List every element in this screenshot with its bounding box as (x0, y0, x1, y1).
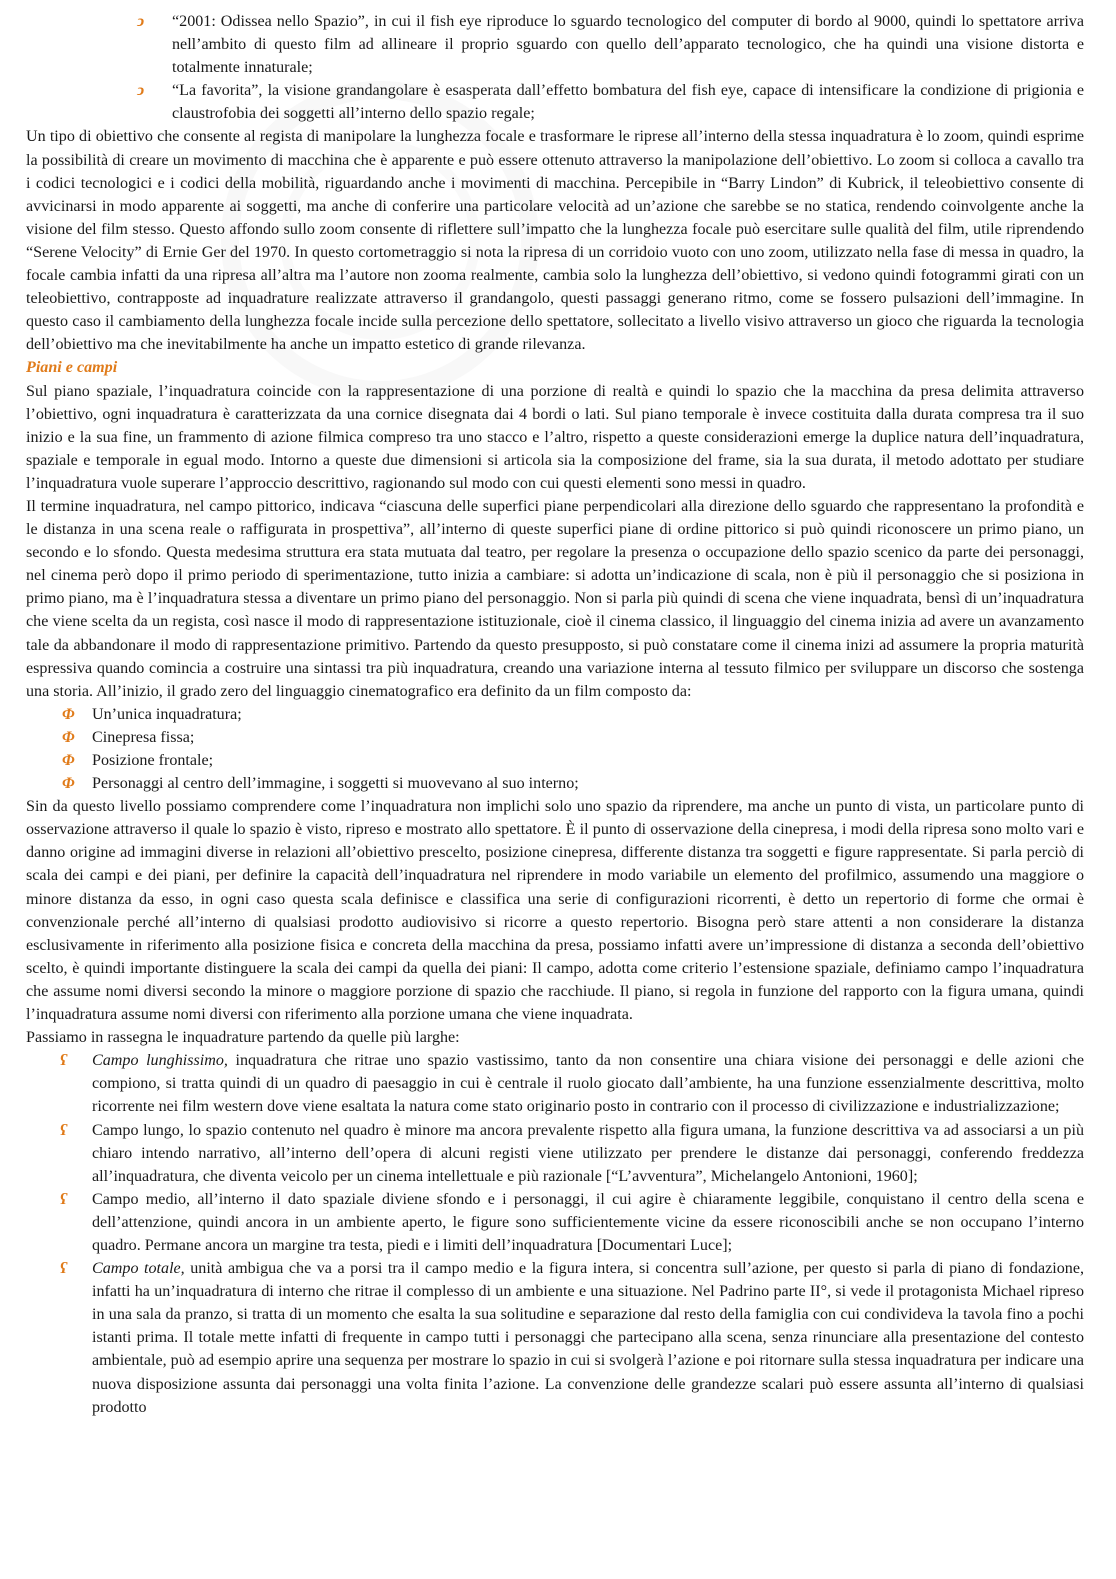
document-page (26, 10, 1084, 1419)
phi-bullet-icon: Φ (62, 705, 75, 723)
campo-term: Campo totale, (92, 1260, 185, 1278)
hook-bullet-icon: ʕ (60, 1052, 67, 1070)
intro-bullet-list (26, 10, 1084, 125)
phi-bullet-icon: Φ (62, 752, 75, 769)
list-item: ʕ Campo medio, all’interno il dato spaziale diviene sfondo e i personaggi, il cui agire è chiaramente leggibile, conquistano il centro della scena e dell’attenzione, quindi ancora in un ambiente aperto, le figure sono sufficientemente vicine da essere riconoscibili anche se non occupano l’interno quadro. Permane ancora un margine tra testa, piedi e i limiti dell’inquadratura [Documentari Luce]; (26, 1188, 1084, 1257)
list-item: Φ Cinepresa fissa; (26, 726, 1084, 749)
paragraph-zoom: Un tipo di obiettivo che consente al regista di manipolare la lunghezza focale e trasformare le riprese all’interno della stessa inquadratura è lo zoom, quindi esprime la possibilità di creare un movimento di macchina che è apparente e può essere ottenuto attraverso la manipolazione dell’obiettivo. Lo zoom si colloca a cavallo tra i codici tecnologici e i codici della mobilità, riguardando anche i movimenti di macchina. Percepibile in “Barry Lindon” di Kubrick, il teleobiettivo consente di avvicinarsi in modo apparente ai soggetti, ma anche di conferire una particolare velocità ad un’azione che sarebbe se no statica, rendendo coinvolgente anche la visione del film stesso. Questo affondo sullo zoom consente di riflettere sull’impatto che la lunghezza focale può esercitare sulle qualità del film, utile riprendendo “Serene Velocity” di Ernie Ger del 1970. In questo cortometraggio si nota la ripresa di un corridoio vuoto con uno zoom, utilizzato nella fase di messa in quadro, la focale cambia infatti da una ripresa all’altra ma l’autore non zooma realmente, cambia solo la lunghezza dell’obiettivo, si vedono quindi fotogrammi girati con un teleobiettivo, contrapposte ad inquadrature realizzate attraverso il grandangolo, questi passaggi generano ritmo, come se fossero pulsazioni dell’immagine. In questo caso il cambiamento della lunghezza focale incide sulla percezione dello spettatore, sollecitato a livello visivo attraverso un gioco che riguarda la tecnologia dell’obiettivo ma che inevitabilmente ha anche un impatto estetico di grande rilevanza. (26, 128, 1084, 354)
arrow-bullet-icon: ↄ (137, 82, 145, 100)
phi-bullet-icon: Φ (62, 728, 75, 746)
list-item: ʕ Campo lunghissimo, inquadratura che ritrae uno spazio vastissimo, tanto da non consentire una chiara visione dei personaggi e delle azioni che compiono, si tratta quindi di un quadro di paesaggio in cui è centrale il ruolo giocato dall’ambiente, ha una funzione essenzialmente descrittiva, molto ricorrente nei film western dove viene esaltata la natura come stato originario posto in contrario con il processo di civilizzazione e industrializzazione; (26, 1049, 1084, 1118)
hook-bullet-icon: ʕ (60, 1190, 67, 1208)
paragraph-rassegna: Passiamo in rassegna le inquadrature partendo da quelle più larghe: (26, 1029, 460, 1047)
campi-list (26, 1049, 1084, 1419)
list-item: ʕ Campo lungo, lo spazio contenuto nel quadro è minore ma ancora prevalente rispetto alla figura umana, la funzione descrittiva va ad associarsi a un più chiaro intendo narrativo, all’interno dell’opera di alcuni registi viene utilizzato per prendere le distanze dai personaggi, conferendo freddezza all’inquadratura, che diventa veicolo per un cinema intellettuale e più razionale [“L’avventura”, Michelangelo Antonioni, 1960]; (26, 1119, 1084, 1188)
list-item: ↄ “La favorita”, la visione grandangolare è esasperata dall’effetto bombatura del fish eye, capace di intensificare la condizione di prigionia e claustrofobia dei soggetti all’interno dello spazio regale; (26, 79, 1084, 125)
grado-zero-list (26, 703, 1084, 795)
paragraph-livello: Sin da questo livello possiamo comprendere come l’inquadratura non implichi solo uno spazio da riprendere, ma anche un punto di vista, un particolare punto di osservazione attraverso il quale lo spazio è visto, ripreso e mostrato allo spettatore. È il punto di osservazione della cinepresa, i modi della ripresa sono molto vari e danno origine ad immagini diverse in relazioni all’obiettivo prescelto, posizione cinepresa, differente distanza tra soggetti e figure rappresentate. Si parla perciò di scala dei campi e dei piani, per definire la capacità dell’inquadratura nel riprendere in modo variabile un elemento del profilmico, assumendo una maggiore o minore distanza da esso, in ogni caso questa scala definisce e classifica una serie di configurazioni ricorrenti, è detto un repertorio di forme che ormai è convenzionale perché all’interno di qualsiasi prodotto audiovisivo si ricorre a questo repertorio. Bisogna però stare attenti a non considerare la distanza esclusivamente in riferimento alla posizione fisica e concreta della macchina da presa, possiamo infatti avere un’impressione di distanza a seconda dell’obiettivo scelto, è quindi importante distinguere la scala dei campi da quella dei piani: Il campo, adotta come criterio l’estensione spaziale, definiamo campo l’inquadratura che assume nomi diversi secondo la minore o maggiore porzione di spazio che racchiude. Il piano, si regola in funzione del rapporto con la figura umana, quindi l’inquadratura assume nomi diversi con riferimento alla porzione umana che viene inquadrata. (26, 798, 1084, 1024)
paragraph-termine: Il termine inquadratura, nel campo pittorico, indicava “ciascuna delle superfici piane perpendicolari alla direzione dello sguardo che rappresentano la profondità e le distanza in una scena reale o raffigurata in prospettiva”, all’interno di queste superfici piane di ordine pittorico si può quindi riconoscere un primo piano, un secondo e lo sfondo. Questa medesima struttura era stata mutuata dal teatro, per regolare la presenza o occupazione dello spazio scenico da parte dei personaggi, nel cinema però dopo il primo periodo di sperimentazione, tutto inizia a cambiare: si adotta un’indicazione di scala, non è più il personaggio che si posiziona in primo piano, ma è l’inquadratura stessa a diventare un primo piano del personaggio. Non si parla più quindi di scena che viene inquadrata, bensì di un’inquadratura che viene scelta da un regista, così nasce il modo di rappresentazione istituzionale, cioè il cinema classico, il linguaggio del cinema inizia ad avere un avanzamento tale da abbandonare il modo di rappresentazione primitivo. Partendo da questo presupposto, si può constatare come il cinema inizi ad assumere la propria maturità espressiva quando comincia a costruire una sintassi tra più inquadratura, creando una variazione interna al tessuto filmico per sviluppare un discorso che sostenga una storia. All’inizio, il grado zero del linguaggio cinematografico era definito da un film composto da: (26, 497, 1084, 700)
campo-term: Campo lunghissimo, (92, 1052, 228, 1070)
list-item: Φ Un’unica inquadratura; (26, 703, 1084, 726)
list-item: ʕ Campo totale, unità ambigua che va a porsi tra il campo medio e la figura intera, si concentra sull’azione, per questo si parla di piano di fondazione, infatti ha un’inquadratura di interno che ritrae il complesso di un ambiente e una situazione. Nel Padrino parte II°, si vede il protagonista Michael ripreso in una sala da pranzo, si tratta di un momento che esalta la sua solitudine e separazione dal resto della famiglia con cui condivideva la tavola fino a pochi istanti prima. Il totale mette infatti di frequente in campo tutti i personaggi che partecipano alla scena, senza rinunciare alla presentazione del contesto ambientale, può ad esempio aprire una sequenza per mostrare lo spazio in cui si svolgerà l’azione e poi ritornare sulla stessa inquadratura per indicare una nuova disposizione assunta dai personaggi una volta finita l’azione. La convenzione delle grandezze scalari può essere assunta all’interno di qualsiasi prodotto (26, 1257, 1084, 1419)
phi-bullet-icon: Φ (62, 775, 75, 793)
hook-bullet-icon: ʕ (60, 1121, 67, 1139)
list-item: ↄ “2001: Odissea nello Spazio”, in cui il fish eye riproduce lo sguardo tecnologico del computer di bordo al 9000, quindi lo spettatore arriva nell’ambito di questo film ad allineare il proprio sguardo con quello dell’apparato tecnologico, che ha quindi una visione distorta e totalmente innaturale; (26, 10, 1084, 79)
hook-bullet-icon: ʕ (60, 1260, 67, 1278)
list-item: Φ Posizione frontale; (26, 749, 1084, 772)
arrow-bullet-icon: ↄ (137, 13, 145, 30)
paragraph-spaziale: Sul piano spaziale, l’inquadratura coincide con la rappresentazione di una porzione di realtà e quindi lo spazio che la macchina da presa delimita attraverso l’obiettivo, ogni inquadratura è caratterizzata da una cornice disegnata dai 4 bordi o lati. Sul piano temporale è invece costituita dalla durata compresa tra il suo inizio e la sua fine, un frammento di azione filmica compreso tra uno stacco e l’altro, rispetto a queste considerazioni emerge la duplice natura dell’inquadratura, spaziale e temporale in egual modo. Intorno a queste due dimensioni si articola sia la composizione del frame, sia la sua durata, il metodo adottato per studiare l’inquadratura vuole superare l’approccio descrittivo, ragionando sul modo con cui questi elementi sono messi in quadro. (26, 382, 1084, 492)
list-item: Φ Personaggi al centro dell’immagine, i soggetti si muovevano al suo interno; (26, 772, 1084, 795)
section-heading: Piani e campi (26, 359, 118, 377)
